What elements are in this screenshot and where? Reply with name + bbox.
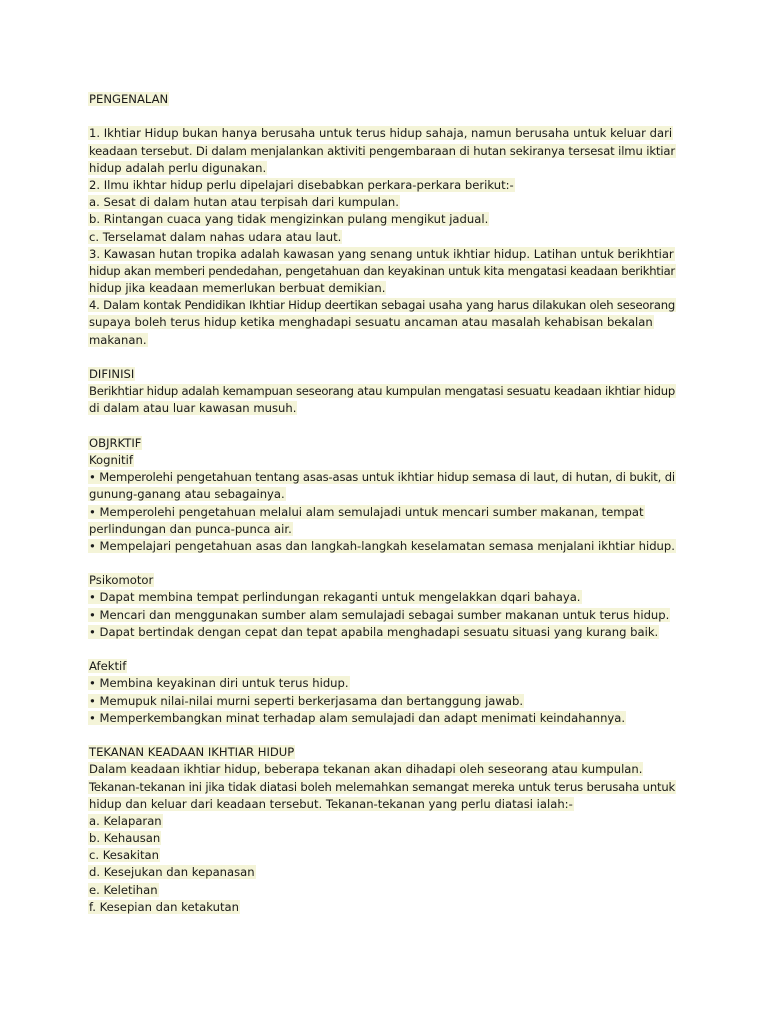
text-line [89, 91, 689, 108]
paragraph-gap [89, 641, 689, 658]
line-text: • Memperolehi pengetahuan melalui alam semulajadi untuk mencari sumber makanan, tempat [89, 504, 644, 519]
document-body [89, 91, 689, 916]
line-text: hidup jika keadaan memerlukan berbuat demikian. [89, 281, 386, 296]
text-line [89, 504, 689, 521]
line-text: • Dapat membina tempat perlindungan rekaganti untuk mengelakkan dqari bahaya. [89, 590, 581, 605]
text-line [89, 160, 689, 177]
line-text: Berikhtiar hidup adalah kemampuan seseorang atau kumpulan mengatasi sesuatu keadaan ikhtiar hidup [89, 384, 675, 399]
text-line [89, 177, 689, 194]
line-text: b. Kehausan [89, 831, 161, 846]
paragraph-gap [89, 108, 689, 125]
text-line [89, 452, 689, 469]
line-text: makanan. [89, 332, 147, 347]
text-line [89, 847, 689, 864]
text-line [89, 882, 689, 899]
line-text: a. Sesat di dalam hutan atau terpisah dari kumpulan. [89, 195, 399, 210]
paragraph-gap [89, 418, 689, 435]
text-line [89, 744, 689, 761]
line-text: TEKANAN KEADAAN IKHTIAR HIDUP [89, 745, 295, 760]
line-text: hidup dan keluar dari keadaan tersebut. Tekanan-tekanan yang perlu diatasi ialah:- [89, 796, 573, 811]
text-line [89, 538, 689, 555]
line-text: keadaan tersebut. Di dalam menjalankan aktiviti pengembaraan di hutan sekiranya tersesat ilmu iktiar [89, 143, 675, 158]
line-text: PENGENALAN [89, 92, 169, 106]
line-text: gunung-ganang atau sebagainya. [89, 487, 285, 502]
line-text: 3. Kawasan hutan tropika adalah kawasan yang senang untuk ikhtiar hidup. Latihan untuk berikhtiar [89, 246, 674, 261]
line-text: • Memupuk nilai-nilai murni seperti berkerjasama dan bertanggung jawab. [89, 693, 524, 708]
text-line [89, 332, 689, 349]
text-line [89, 246, 689, 263]
text-line [89, 435, 689, 452]
document-section [89, 658, 689, 727]
line-text: hidup adalah perlu digunakan. [89, 160, 267, 175]
line-text: OBJRKTIF [89, 435, 142, 450]
text-line [89, 813, 689, 830]
line-text: perlindungan dan punca-punca air. [89, 521, 292, 536]
line-text: • Mempelajari pengetahuan asas dan langkah-langkah keselamatan semasa menjalani ikhtiar hidup. [89, 538, 675, 553]
text-line [89, 263, 689, 280]
line-text: a. Kelaparan [89, 813, 162, 828]
line-text: b. Rintangan cuaca yang tidak mengizinkan pulang mengikut jadual. [89, 212, 489, 227]
text-line [89, 589, 689, 606]
line-text: • Dapat bertindak dengan cepat dan tepat apabila menghadapi sesuatu situasi yang kurang baik. [89, 624, 659, 639]
text-line [89, 693, 689, 710]
line-text: 1. Ikhtiar Hidup bukan hanya berusaha untuk terus hidup sahaja, namun berusaha untuk keluar dari [89, 126, 673, 141]
text-line [89, 899, 689, 916]
document-section [89, 744, 689, 916]
line-text: Dalam keadaan ikhtiar hidup, beberapa tekanan akan dihadapi oleh seseorang atau kumpulan. [89, 762, 643, 777]
text-line [89, 486, 689, 503]
line-text: di dalam atau luar kawasan musuh. [89, 401, 297, 416]
line-text: • Mencari dan menggunakan sumber alam semulajadi sebagai sumber makanan untuk terus hidup. [89, 607, 670, 622]
line-text: 2. Ilmu ikhtar hidup perlu dipelajari disebabkan perkara-perkara berikut:- [89, 177, 514, 192]
text-line [89, 469, 689, 486]
text-line [89, 143, 689, 160]
text-line [89, 864, 689, 881]
line-text: Afektif [89, 659, 127, 674]
document-section [89, 125, 689, 348]
text-line [89, 314, 689, 331]
text-line [89, 607, 689, 624]
line-text: • Membina keyakinan diri untuk terus hidup. [89, 676, 349, 691]
paragraph-gap [89, 349, 689, 366]
line-text: supaya boleh terus hidup ketika menghadapi sesuatu ancaman atau masalah kehabisan bekalan [89, 315, 653, 330]
document-section [89, 435, 689, 555]
text-line [89, 675, 689, 692]
text-line [89, 761, 689, 778]
text-line [89, 572, 689, 589]
text-line [89, 297, 689, 314]
text-line [89, 211, 689, 228]
text-line [89, 658, 689, 675]
text-line [89, 830, 689, 847]
text-line [89, 521, 689, 538]
paragraph-gap [89, 727, 689, 744]
text-line [89, 796, 689, 813]
line-text: e. Keletihan [89, 882, 158, 897]
line-text: 4. Dalam kontak Pendidikan Ikhtiar Hidup deertikan sebagai usaha yang harus dilakukan oleh seseorang [89, 298, 675, 313]
line-text: f. Kesepian dan ketakutan [89, 899, 239, 914]
document-section [89, 91, 689, 108]
line-text: • Memperolehi pengetahuan tentang asas-asas untuk ikhtiar hidup semasa di laut, di hutan, di bukit, di [89, 470, 675, 485]
line-text: hidup akan memberi pendedahan, pengetahuan dan keyakinan untuk kita mengatasi keadaan berikhtiar [89, 263, 675, 278]
line-text: d. Kesejukan dan kepanasan [89, 865, 255, 880]
line-text: • Memperkembangkan minat terhadap alam semulajadi dan adapt menimati keindahannya. [89, 710, 626, 725]
line-text: Kognitif [89, 452, 133, 467]
line-text: DIFINISI [89, 367, 135, 381]
text-line [89, 779, 689, 796]
paragraph-gap [89, 555, 689, 572]
text-line [89, 194, 689, 211]
text-line [89, 383, 689, 400]
text-line [89, 229, 689, 246]
line-text: c. Terselamat dalam nahas udara atau laut. [89, 229, 342, 244]
text-line [89, 400, 689, 417]
text-line [89, 710, 689, 727]
line-text: c. Kesakitan [89, 848, 159, 863]
text-line [89, 280, 689, 297]
text-line [89, 366, 689, 383]
text-line [89, 125, 689, 142]
line-text: Tekanan-tekanan ini jika tidak diatasi boleh melemahkan semangat mereka untuk terus berusaha untuk [89, 779, 676, 794]
line-text: Psikomotor [89, 573, 154, 588]
text-line [89, 624, 689, 641]
document-section [89, 366, 689, 418]
document-section [89, 572, 689, 641]
